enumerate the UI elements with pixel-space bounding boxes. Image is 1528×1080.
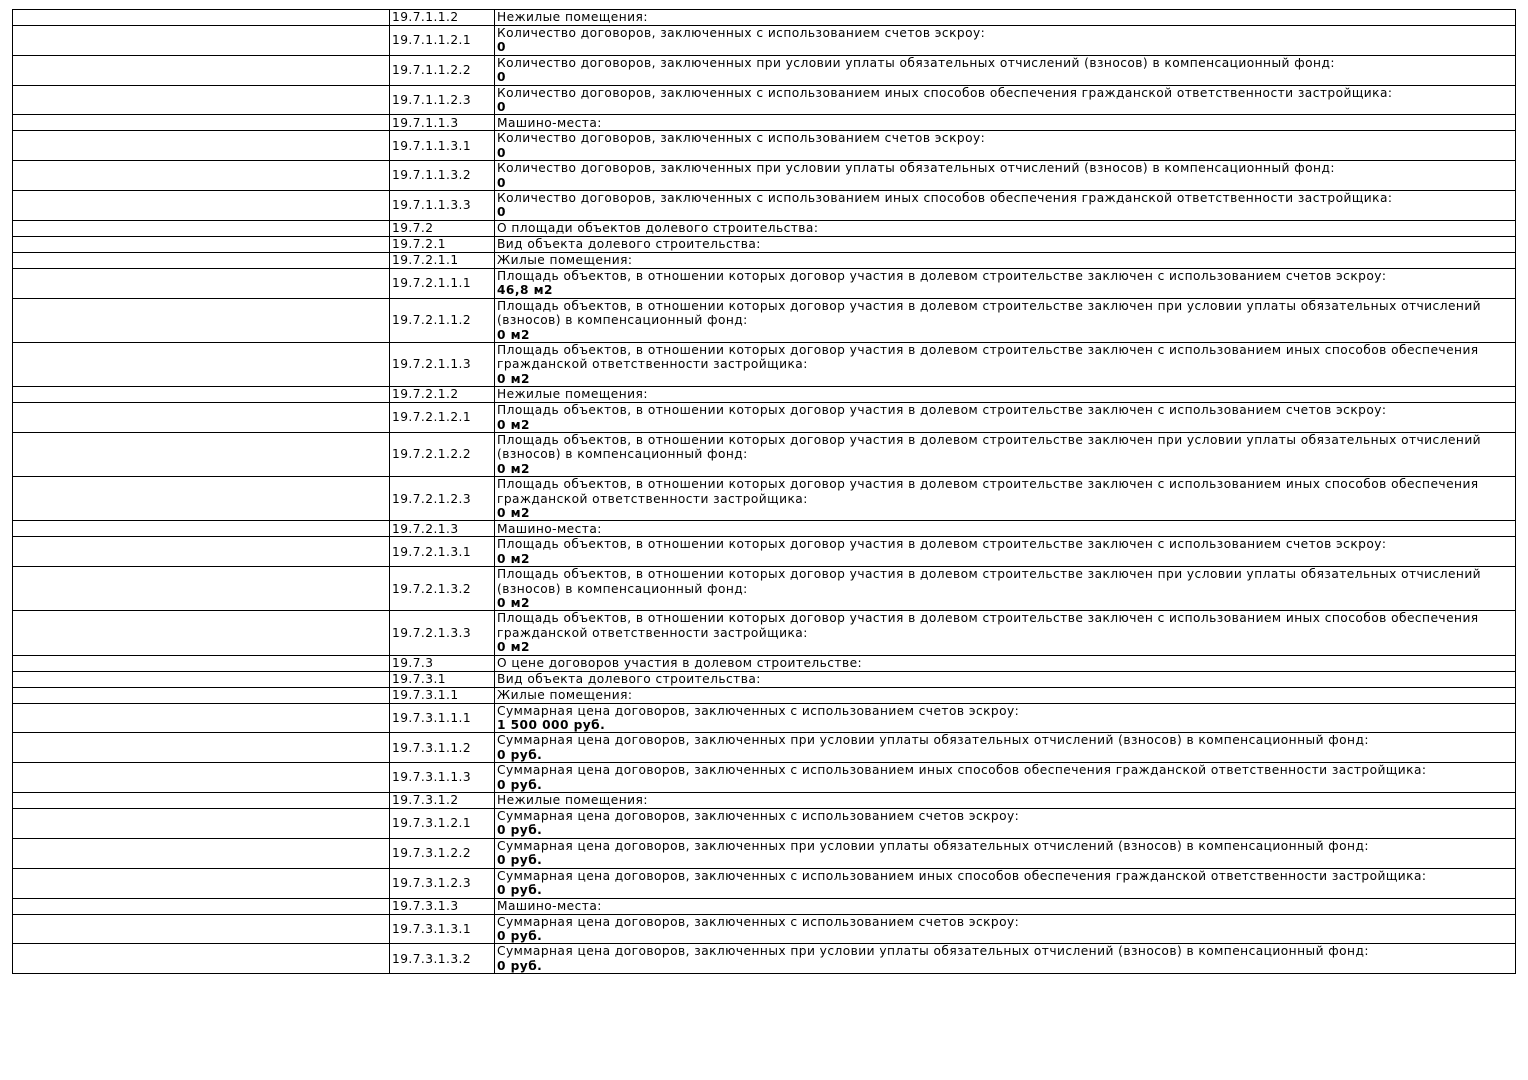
row-content: [495, 944, 1516, 974]
row-empty-cell: [13, 793, 390, 809]
row-code: 19.7.2.1.2: [390, 387, 495, 403]
row-content: [495, 432, 1516, 476]
row-label: Машино-места:: [497, 898, 602, 913]
row-label: Площадь объектов, в отношении которых договор участия в долевом строительстве заключен при условии уплаты обязательных отчислений (взносов) в компенсационный фонд:: [497, 567, 1482, 596]
row-content: [495, 252, 1516, 268]
row-empty-cell: [13, 809, 390, 839]
row-label: Суммарная цена договоров, заключенных с использованием счетов эскроу:: [497, 914, 1020, 929]
table-row: [13, 567, 1516, 611]
row-content: [495, 809, 1516, 839]
row-empty-cell: [13, 687, 390, 703]
disclosure-table: [12, 9, 1516, 974]
row-value: 0 руб.: [497, 853, 543, 868]
row-content: [495, 236, 1516, 252]
row-label: Суммарная цена договоров, заключенных при условии уплаты обязательных отчислений (взносов) в компенсационный фонд:: [497, 944, 1369, 959]
table-row: [13, 432, 1516, 476]
row-content: [495, 55, 1516, 85]
row-empty-cell: [13, 191, 390, 221]
row-label: Количество договоров, заключенных при условии уплаты обязательных отчислений (взносов) в компенсационный фонд:: [497, 161, 1335, 176]
row-label: Количество договоров, заключенных с использованием иных способов обеспечения гражданской ответственности застройщика:: [497, 85, 1393, 100]
row-code: 19.7.1.1.3: [390, 115, 495, 131]
row-code: 19.7.1.1.2.2: [390, 55, 495, 85]
table-row: [13, 403, 1516, 433]
row-empty-cell: [13, 477, 390, 521]
row-code: 19.7.3: [390, 655, 495, 671]
row-value: 46,8 м2: [497, 283, 553, 298]
row-value: 0 м2: [497, 327, 530, 342]
row-label: Жилые помещения:: [497, 253, 633, 268]
row-label: Площадь объектов, в отношении которых договор участия в долевом строительстве заключен с использованием иных способов обеспечения гражданской ответственности застройщика:: [497, 611, 1479, 640]
table-row: [13, 236, 1516, 252]
row-content: [495, 131, 1516, 161]
row-value: 0 руб.: [497, 928, 543, 943]
row-label: Суммарная цена договоров, заключенных при условии уплаты обязательных отчислений (взносов) в компенсационный фонд:: [497, 733, 1369, 748]
row-content: [495, 342, 1516, 386]
row-label: Машино-места:: [497, 521, 602, 536]
row-empty-cell: [13, 55, 390, 85]
table-row: [13, 793, 1516, 809]
table-row: [13, 115, 1516, 131]
row-code: 19.7.2.1.1: [390, 252, 495, 268]
row-empty-cell: [13, 898, 390, 914]
row-value: 0 руб.: [497, 823, 543, 838]
table-row: [13, 191, 1516, 221]
row-code: 19.7.2: [390, 220, 495, 236]
row-label: Количество договоров, заключенных при условии уплаты обязательных отчислений (взносов) в компенсационный фонд:: [497, 55, 1335, 70]
table-row: [13, 914, 1516, 944]
row-label: О площади объектов долевого строительства:: [497, 221, 819, 236]
row-empty-cell: [13, 85, 390, 115]
row-content: [495, 26, 1516, 56]
row-content: [495, 733, 1516, 763]
row-label: Вид объекта долевого строительства:: [497, 671, 761, 686]
row-content: [495, 403, 1516, 433]
table-row: [13, 733, 1516, 763]
row-label: О цене договоров участия в долевом строительстве:: [497, 655, 863, 670]
table-row: [13, 537, 1516, 567]
row-content: [495, 298, 1516, 342]
row-value: 0: [497, 175, 506, 190]
row-empty-cell: [13, 537, 390, 567]
table-row: [13, 809, 1516, 839]
row-value: 0 м2: [497, 417, 530, 432]
row-content: [495, 655, 1516, 671]
row-code: 19.7.2.1.3: [390, 521, 495, 537]
row-value: 0 руб.: [497, 883, 543, 898]
table-row: [13, 868, 1516, 898]
row-code: 19.7.3.1.3.1: [390, 914, 495, 944]
row-empty-cell: [13, 236, 390, 252]
table-row: [13, 655, 1516, 671]
row-empty-cell: [13, 131, 390, 161]
row-label: Жилые помещения:: [497, 687, 633, 702]
row-empty-cell: [13, 868, 390, 898]
row-empty-cell: [13, 671, 390, 687]
row-label: Площадь объектов, в отношении которых договор участия в долевом строительстве заключен с использованием иных способов обеспечения гражданской ответственности застройщика:: [497, 342, 1479, 372]
table-row: [13, 944, 1516, 974]
row-value: 0 м2: [497, 371, 530, 386]
row-code: 19.7.3.1: [390, 671, 495, 687]
table-row: [13, 298, 1516, 342]
table-row: [13, 703, 1516, 733]
table-row: [13, 342, 1516, 386]
row-content: [495, 268, 1516, 298]
table-row: [13, 477, 1516, 521]
table-row: [13, 131, 1516, 161]
row-value: 0 руб.: [497, 958, 543, 973]
row-content: [495, 537, 1516, 567]
row-content: [495, 85, 1516, 115]
row-code: 19.7.3.1.2.1: [390, 809, 495, 839]
row-empty-cell: [13, 10, 390, 26]
row-content: [495, 220, 1516, 236]
row-code: 19.7.3.1.3.2: [390, 944, 495, 974]
table-row: [13, 10, 1516, 26]
row-value: 0: [497, 100, 506, 115]
row-empty-cell: [13, 703, 390, 733]
row-label: Нежилые помещения:: [497, 387, 648, 402]
row-label: Суммарная цена договоров, заключенных при условии уплаты обязательных отчислений (взносов) в компенсационный фонд:: [497, 838, 1369, 853]
row-empty-cell: [13, 342, 390, 386]
row-content: [495, 477, 1516, 521]
row-content: [495, 521, 1516, 537]
row-empty-cell: [13, 944, 390, 974]
row-empty-cell: [13, 655, 390, 671]
row-empty-cell: [13, 252, 390, 268]
table-row: [13, 671, 1516, 687]
row-code: 19.7.3.1.2.3: [390, 868, 495, 898]
row-code: 19.7.2.1: [390, 236, 495, 252]
row-code: 19.7.2.1.3.3: [390, 611, 495, 655]
row-empty-cell: [13, 763, 390, 793]
row-label: Площадь объектов, в отношении которых договор участия в долевом строительстве заключен при условии уплаты обязательных отчислений (взносов) в компенсационный фонд:: [497, 432, 1482, 462]
row-code: 19.7.2.1.3.1: [390, 537, 495, 567]
row-content: [495, 10, 1516, 26]
row-code: 19.7.3.1.1: [390, 687, 495, 703]
row-empty-cell: [13, 733, 390, 763]
row-code: 19.7.3.1.2: [390, 793, 495, 809]
row-label: Суммарная цена договоров, заключенных с использованием иных способов обеспечения гражданской ответственности застройщика:: [497, 868, 1427, 883]
table-row: [13, 268, 1516, 298]
row-value: 0: [497, 40, 506, 55]
row-value: 0 м2: [497, 461, 530, 476]
row-empty-cell: [13, 26, 390, 56]
table-row: [13, 26, 1516, 56]
row-value: 0: [497, 205, 506, 220]
row-empty-cell: [13, 567, 390, 611]
row-label: Суммарная цена договоров, заключенных с использованием счетов эскроу:: [497, 809, 1020, 824]
table-row: [13, 55, 1516, 85]
table-row: [13, 161, 1516, 191]
row-value: 0 м2: [497, 551, 530, 566]
row-code: 19.7.2.1.3.2: [390, 567, 495, 611]
row-empty-cell: [13, 914, 390, 944]
row-label: Суммарная цена договоров, заключенных с использованием иных способов обеспечения гражданской ответственности застройщика:: [497, 763, 1427, 778]
row-code: 19.7.2.1.2.2: [390, 432, 495, 476]
row-content: [495, 914, 1516, 944]
row-content: [495, 687, 1516, 703]
row-content: [495, 898, 1516, 914]
row-content: [495, 793, 1516, 809]
row-label: Площадь объектов, в отношении которых договор участия в долевом строительстве заключен с использованием счетов эскроу:: [497, 268, 1387, 283]
row-code: 19.7.1.1.3.2: [390, 161, 495, 191]
row-label: Количество договоров, заключенных с использованием счетов эскроу:: [497, 131, 986, 146]
row-code: 19.7.2.1.2.3: [390, 477, 495, 521]
row-label: Площадь объектов, в отношении которых договор участия в долевом строительстве заключен с использованием счетов эскроу:: [497, 403, 1387, 418]
table-row: [13, 252, 1516, 268]
row-empty-cell: [13, 838, 390, 868]
row-code: 19.7.3.1.1.3: [390, 763, 495, 793]
row-code: 19.7.1.1.3.3: [390, 191, 495, 221]
row-label: Количество договоров, заключенных с использованием иных способов обеспечения гражданской ответственности застройщика:: [497, 191, 1393, 206]
row-content: [495, 567, 1516, 611]
row-empty-cell: [13, 115, 390, 131]
row-content: [495, 763, 1516, 793]
table-row: [13, 687, 1516, 703]
row-code: 19.7.2.1.1.3: [390, 342, 495, 386]
row-value: 0: [497, 145, 506, 160]
row-value: 1 500 000 руб.: [497, 718, 606, 733]
row-empty-cell: [13, 403, 390, 433]
row-content: [495, 838, 1516, 868]
row-content: [495, 703, 1516, 733]
row-content: [495, 115, 1516, 131]
row-content: [495, 387, 1516, 403]
disclosure-table-body: [13, 10, 1516, 974]
row-content: [495, 611, 1516, 655]
row-code: 19.7.1.1.2.3: [390, 85, 495, 115]
row-content: [495, 868, 1516, 898]
row-empty-cell: [13, 268, 390, 298]
row-code: 19.7.3.1.3: [390, 898, 495, 914]
row-label: Суммарная цена договоров, заключенных с использованием счетов эскроу:: [497, 703, 1020, 718]
row-code: 19.7.1.1.2.1: [390, 26, 495, 56]
row-code: 19.7.1.1.2: [390, 10, 495, 26]
row-value: 0 м2: [497, 640, 530, 655]
row-label: Площадь объектов, в отношении которых договор участия в долевом строительстве заключен при условии уплаты обязательных отчислений (взносов) в компенсационный фонд:: [497, 298, 1482, 328]
table-row: [13, 838, 1516, 868]
row-code: 19.7.2.1.1.1: [390, 268, 495, 298]
row-code: 19.7.2.1.1.2: [390, 298, 495, 342]
row-code: 19.7.3.1.2.2: [390, 838, 495, 868]
row-code: 19.7.1.1.3.1: [390, 131, 495, 161]
row-value: 0: [497, 70, 506, 85]
row-label: Нежилые помещения:: [497, 793, 648, 808]
row-empty-cell: [13, 611, 390, 655]
table-row: [13, 387, 1516, 403]
row-label: Машино-места:: [497, 115, 602, 130]
row-label: Площадь объектов, в отношении которых договор участия в долевом строительстве заключен с использованием счетов эскроу:: [497, 537, 1387, 552]
row-empty-cell: [13, 298, 390, 342]
row-empty-cell: [13, 521, 390, 537]
table-row: [13, 85, 1516, 115]
row-code: 19.7.3.1.1.1: [390, 703, 495, 733]
row-code: 19.7.2.1.2.1: [390, 403, 495, 433]
row-value: 0 руб.: [497, 777, 543, 792]
row-label: Количество договоров, заключенных с использованием счетов эскроу:: [497, 26, 986, 40]
row-empty-cell: [13, 161, 390, 191]
row-label: Площадь объектов, в отношении которых договор участия в долевом строительстве заключен с использованием иных способов обеспечения гражданской ответственности застройщика:: [497, 477, 1479, 506]
table-row: [13, 611, 1516, 655]
row-empty-cell: [13, 432, 390, 476]
row-value: 0 руб.: [497, 747, 543, 762]
row-content: [495, 191, 1516, 221]
row-code: 19.7.3.1.1.2: [390, 733, 495, 763]
row-empty-cell: [13, 220, 390, 236]
row-label: Нежилые помещения:: [497, 10, 648, 25]
table-row: [13, 898, 1516, 914]
row-label: Вид объекта долевого строительства:: [497, 237, 761, 252]
table-row: [13, 220, 1516, 236]
row-content: [495, 671, 1516, 687]
row-value: 0 м2: [497, 505, 530, 520]
row-empty-cell: [13, 387, 390, 403]
table-row: [13, 763, 1516, 793]
table-row: [13, 521, 1516, 537]
row-content: [495, 161, 1516, 191]
row-value: 0 м2: [497, 596, 530, 610]
